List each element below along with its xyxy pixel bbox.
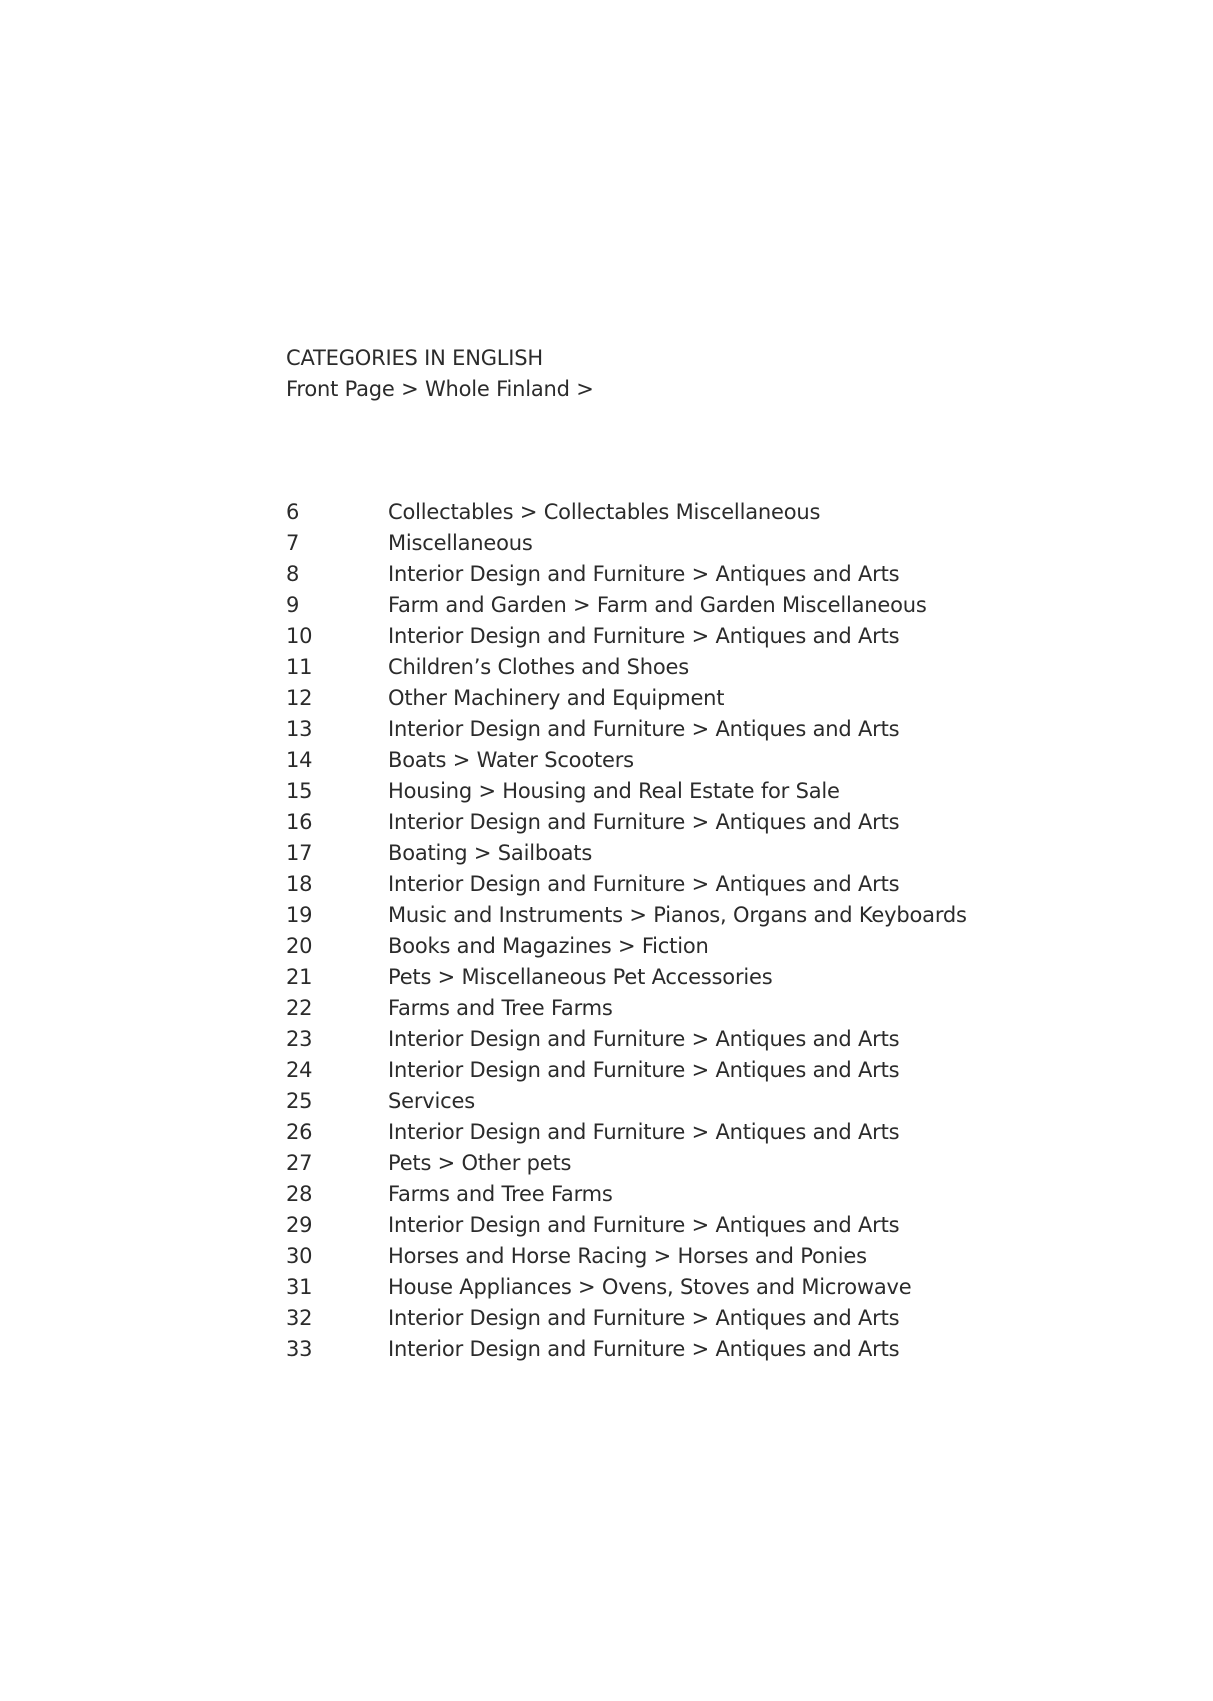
item-number: 21 — [286, 965, 313, 989]
item-category: Boating > Sailboats — [388, 841, 593, 865]
list-item — [286, 869, 1046, 900]
item-category: Children’s Clothes and Shoes — [388, 655, 690, 679]
item-category: Interior Design and Furniture > Antiques and Arts — [388, 1213, 900, 1237]
list-item — [286, 1210, 1046, 1241]
list-item — [286, 931, 1046, 962]
item-category: Interior Design and Furniture > Antiques and Arts — [388, 717, 900, 741]
item-number: 16 — [286, 810, 313, 834]
item-number: 18 — [286, 872, 313, 896]
item-number: 23 — [286, 1027, 313, 1051]
item-number: 25 — [286, 1089, 313, 1113]
item-number: 12 — [286, 686, 313, 710]
list-item — [286, 683, 1046, 714]
list-item — [286, 745, 1046, 776]
item-number: 27 — [286, 1151, 313, 1175]
item-category: Pets > Miscellaneous Pet Accessories — [388, 965, 773, 989]
list-item — [286, 559, 1046, 590]
item-category: Farms and Tree Farms — [388, 1182, 613, 1206]
list-item — [286, 1241, 1046, 1272]
list-item — [286, 714, 1046, 745]
item-number: 7 — [286, 531, 300, 555]
list-item — [286, 528, 1046, 559]
item-number: 30 — [286, 1244, 313, 1268]
item-category: Interior Design and Furniture > Antiques and Arts — [388, 1027, 900, 1051]
list-item — [286, 497, 1046, 528]
item-number: 14 — [286, 748, 313, 772]
list-item — [286, 1055, 1046, 1086]
item-category: Farm and Garden > Farm and Garden Miscellaneous — [388, 593, 927, 617]
list-item — [286, 776, 1046, 807]
list-item — [286, 807, 1046, 838]
list-item — [286, 1086, 1046, 1117]
list-item — [286, 1303, 1046, 1334]
item-number: 15 — [286, 779, 313, 803]
item-number: 22 — [286, 996, 313, 1020]
item-category: Housing > Housing and Real Estate for Sale — [388, 779, 840, 803]
item-category: Other Machinery and Equipment — [388, 686, 725, 710]
item-category: Boats > Water Scooters — [388, 748, 634, 772]
list-item — [286, 1179, 1046, 1210]
item-category: Horses and Horse Racing > Horses and Ponies — [388, 1244, 867, 1268]
list-item — [286, 1117, 1046, 1148]
list-item — [286, 1272, 1046, 1303]
list-item — [286, 652, 1046, 683]
item-category: Books and Magazines > Fiction — [388, 934, 709, 958]
item-category: Interior Design and Furniture > Antiques and Arts — [388, 872, 900, 896]
item-number: 32 — [286, 1306, 313, 1330]
list-item — [286, 1024, 1046, 1055]
item-number: 17 — [286, 841, 313, 865]
item-number: 13 — [286, 717, 313, 741]
item-number: 8 — [286, 562, 300, 586]
item-number: 20 — [286, 934, 313, 958]
list-item — [286, 900, 1046, 931]
item-number: 10 — [286, 624, 313, 648]
item-number: 19 — [286, 903, 313, 927]
document-header — [286, 343, 1046, 405]
page-title: CATEGORIES IN ENGLISH — [286, 346, 543, 370]
list-item — [286, 1148, 1046, 1179]
item-category: Miscellaneous — [388, 531, 533, 555]
item-category: Music and Instruments > Pianos, Organs and Keyboards — [388, 903, 967, 927]
item-category: Services — [388, 1089, 475, 1113]
item-category: Interior Design and Furniture > Antiques and Arts — [388, 1120, 900, 1144]
item-category: Interior Design and Furniture > Antiques and Arts — [388, 1337, 900, 1361]
item-category: Collectables > Collectables Miscellaneous — [388, 500, 821, 524]
item-category: House Appliances > Ovens, Stoves and Microwave — [388, 1275, 912, 1299]
item-number: 9 — [286, 593, 300, 617]
item-category: Interior Design and Furniture > Antiques and Arts — [388, 562, 900, 586]
item-number: 29 — [286, 1213, 313, 1237]
item-number: 6 — [286, 500, 300, 524]
item-category: Interior Design and Furniture > Antiques and Arts — [388, 1306, 900, 1330]
item-number: 26 — [286, 1120, 313, 1144]
item-number: 31 — [286, 1275, 313, 1299]
item-category: Pets > Other pets — [388, 1151, 572, 1175]
item-category: Farms and Tree Farms — [388, 996, 613, 1020]
list-item — [286, 1334, 1046, 1365]
list-item — [286, 590, 1046, 621]
breadcrumb: Front Page > Whole Finland > — [286, 377, 594, 401]
list-item — [286, 838, 1046, 869]
category-list — [286, 497, 1046, 1365]
item-number: 24 — [286, 1058, 313, 1082]
list-item — [286, 993, 1046, 1024]
item-number: 33 — [286, 1337, 313, 1361]
item-category: Interior Design and Furniture > Antiques and Arts — [388, 1058, 900, 1082]
item-category: Interior Design and Furniture > Antiques and Arts — [388, 624, 900, 648]
item-number: 28 — [286, 1182, 313, 1206]
list-item — [286, 621, 1046, 652]
item-number: 11 — [286, 655, 313, 679]
item-category: Interior Design and Furniture > Antiques and Arts — [388, 810, 900, 834]
list-item — [286, 962, 1046, 993]
